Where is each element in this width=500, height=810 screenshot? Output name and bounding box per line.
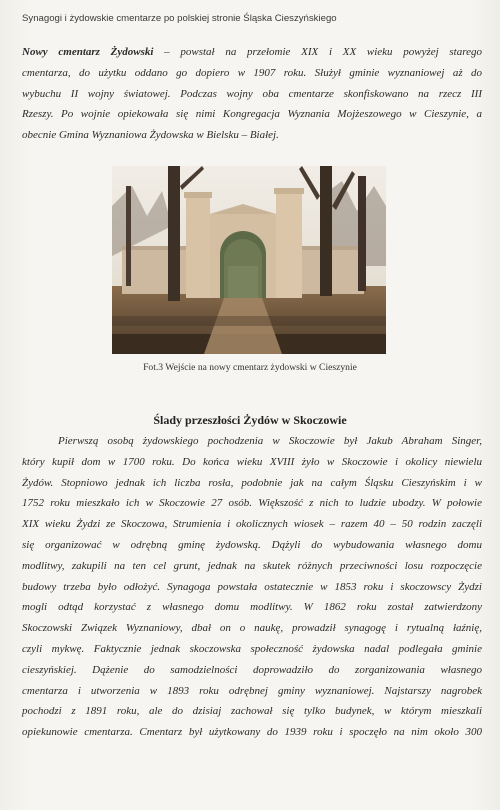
- paragraph-new-cemetery: [22, 42, 482, 146]
- paragraph-line: 1752 roku mieszkało ich w Skoczowie 27 osób. Większość z nich to ludzie ubodzy. W połowie: [22, 497, 482, 510]
- paragraph-line: obecnie Gmina Wyznaniowa Żydowska w Bielsku – Białej.: [22, 129, 279, 142]
- paragraph-line: Nowy cmentarz Żydowski – powstał na przełomie XIX i XX wieku powyżej starego: [22, 46, 482, 58]
- paragraph-line: pochodzi z 1891 roku, ale do dzisiaj zachował się tylko budynek, w którym mieszkali: [22, 705, 482, 718]
- running-header: Synagogi i żydowskie cmentarze po polskiej stronie Śląska Cieszyńskiego: [22, 13, 337, 24]
- paragraph-line: cieszyńskiej. Dążenie do samodzielności doprowadziło do zorganizowania własnego: [22, 663, 482, 676]
- paragraph-skoczow: [22, 431, 482, 743]
- paragraph-line: Rzeszy. Po wojnie opiekowała się nimi Kongregacja Wyznania Mojżeszowego w Cieszynie, a: [22, 108, 482, 121]
- paragraph-line: cmentarza, do użytku oddano go dopiero w 1907 roku. Służył gminie wyznaniowej aż do: [22, 66, 482, 79]
- paragraph-line: Pierwszą osobą żydowskiego pochodzenia w Skoczowie był Jakub Abraham Singer,: [58, 435, 482, 447]
- paragraph-line: mogli odtąd korzystać z własnego domu modlitwy. W 1862 roku został zatwierdzony: [22, 601, 482, 614]
- photo-caption: Fot.3 Wejście na nowy cmentarz żydowski w Cieszynie: [143, 362, 357, 373]
- section-heading: Ślady przeszłości Żydów w Skoczowie: [153, 413, 347, 427]
- paragraph-line: XIX wieku Żydzi ze Skoczowa, Strumienia i okolicznych wiosek – razem 40 – 50 rodzin zaczęli: [22, 518, 482, 531]
- paragraph-line: Skoczowski Związek Wyznaniowy, dbał on o naukę, prowadził synagogę i rytualną łaźnię,: [22, 622, 482, 635]
- paragraph-line: Żydów. Stopniowo jednak ich liczba rosła, podobnie jak na całym Śląsku Cieszyńskim i w: [22, 476, 482, 489]
- paragraph-line: wybuchu II wojny światowej. Podczas wojny oba cmentarze skonfiskowano na rzecz III: [22, 87, 482, 100]
- paragraph-line: opiekunowie cmentarza. Cmentarz był użytkowany do 1939 roku i spoczęło na nim około 300: [22, 726, 482, 739]
- bold-lead-text: Nowy cmentarz Żydowski: [22, 46, 154, 58]
- paragraph-line: czyli mykwę. Faktycznie jednak skoczowska społeczność żydowska nadal podlegała gminie: [22, 642, 482, 655]
- paragraph-line: budowy trzeba było odłożyć. Synagoga powstała ostatecznie w 1853 roku i skoczowscy Żydzi: [22, 580, 482, 593]
- paragraph-line: modlitwy, zakupili na ten cel grunt, jednak na skutek różnych przeciwności losu rozpoczęcie: [22, 559, 482, 572]
- paragraph-line: cmentarza i utworzenia w 1893 roku odrębnej gminy wyznaniowej. Najstarszy nagrobek: [22, 684, 482, 697]
- paragraph-line: który kupił dom w 1700 roku. Do końca wieku XVIII żyło w Skoczowie i okolicy niewielu: [22, 455, 482, 468]
- paragraph-line: się organizować w odrębną gminę żydowską. Dążyli do wybudowania własnego domu: [22, 538, 482, 551]
- cemetery-gate-photo: [112, 166, 386, 354]
